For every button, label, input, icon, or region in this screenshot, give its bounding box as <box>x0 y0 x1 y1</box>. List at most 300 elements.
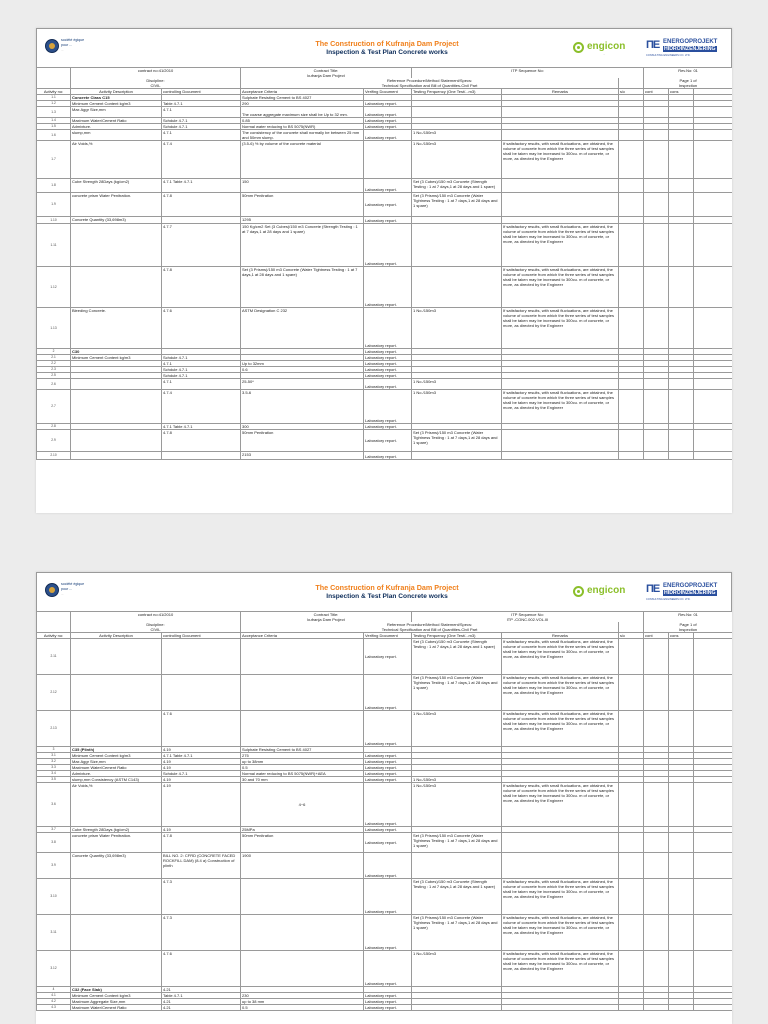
testing-frequency: 1 No./150m3 <box>412 711 502 747</box>
blank-cell <box>694 833 732 853</box>
remarks: If satisfactory results, with small fluctuations, are obtained, the volume of concrete from which the three series of test samples shall be taken may be increased to 300cu. m of concrete, or more, as directed by the Engineer <box>502 141 619 179</box>
remarks <box>502 379 619 390</box>
activity-no: 4.2 <box>37 999 71 1005</box>
controlling-document: 4.21 <box>162 1005 241 1011</box>
controlling-document <box>162 639 241 675</box>
activity-no: 3.12 <box>37 951 71 987</box>
controlling-document: 4.7.1 <box>162 130 241 141</box>
ep-wordmark: HIDROINŽENJERING <box>664 46 716 52</box>
controlling-document: BILL NO. 2: CFRD (CONCRETE FACED ROCKFILL DAM) (8.4 a) Construction of plinth <box>162 853 241 879</box>
verifying-document: Laboratory report. <box>364 424 412 430</box>
table-row <box>37 179 733 193</box>
table-row <box>37 141 733 179</box>
table-row <box>37 1005 733 1011</box>
sc-cell <box>619 430 644 452</box>
remarks <box>502 107 619 118</box>
controlling-document: 4.7.4 <box>162 390 241 424</box>
col-header: Activity Description <box>71 633 162 639</box>
engicon-tagline: ... <box>603 597 606 600</box>
col-header: controlling Document <box>162 633 241 639</box>
activity-description <box>71 430 162 452</box>
verifying-document: Laboratory report. <box>364 101 412 107</box>
col-header: Remarks <box>502 89 619 95</box>
activity-no: 3.9 <box>37 853 71 879</box>
blank-cell <box>694 430 732 452</box>
activity-description: Bleeding Concrete. <box>71 308 162 349</box>
col-header: Acceptance Criteria <box>241 633 364 639</box>
testing-frequency <box>412 224 502 267</box>
activity-no: 2.12 <box>37 675 71 711</box>
verifying-document: Laboratory report. <box>364 993 412 999</box>
discipline: CIVIL <box>71 627 241 633</box>
controlling-document: 4.19 <box>162 777 241 783</box>
activity-no: 3.7 <box>37 827 71 833</box>
controlling-document: 4.7.8 <box>162 430 241 452</box>
activity-description: Admixture. <box>71 124 162 130</box>
itp-seq-label: ITP Sequence No: <box>511 612 544 617</box>
activity-description: Admixture. <box>71 771 162 777</box>
logo-text: société égique <box>61 582 85 586</box>
col-header: cont <box>644 89 669 95</box>
sheet-header <box>36 28 732 68</box>
verifying-document: Laboratory report. <box>364 452 412 460</box>
activity-description <box>71 267 162 308</box>
verifying-document: Laboratory report. <box>364 711 412 747</box>
remarks: If satisfactory results, with small fluctuations, are obtained, the volume of concrete from which the three series of test samples shall be taken may be increased to 300cu. m of concrete, or more, as directed by the Engineer <box>502 675 619 711</box>
table-row <box>37 915 733 951</box>
engicon-logo <box>573 41 633 57</box>
table-row <box>37 308 733 349</box>
activity-description: C30 <box>71 349 162 355</box>
blank-cell <box>694 390 732 424</box>
document-title <box>257 583 517 600</box>
itp-seq-label: ITP Sequence No: <box>412 68 644 78</box>
acceptance-criteria: The consistency of the concrete shall normally be between 25 mm and 50mm slump. <box>241 130 364 141</box>
acceptance-criteria: (3.5-6) % by volume of the concrete material <box>241 141 364 179</box>
acceptance-criteria: 230 <box>241 993 364 999</box>
technical-spec: Technical Specification and Bill of Quantities-Civil Part <box>241 83 619 89</box>
ep-wordmark: HIDROINŽENJERING <box>664 590 716 596</box>
activity-no: 2 <box>37 349 71 355</box>
col-header: Verifing Document <box>364 633 412 639</box>
activity-no: 2.10 <box>37 452 71 460</box>
verifying-document: Laboratory report. <box>364 759 412 765</box>
acceptance-criteria: 290 <box>241 101 364 107</box>
activity-description: Maximum Water/Cement Ratio <box>71 118 162 124</box>
cons-cell <box>669 130 694 141</box>
verifying-document: Laboratory report. <box>364 430 412 452</box>
logo-text: ... <box>61 592 64 596</box>
col-header: Activity no: <box>37 633 71 639</box>
contract-title-label: Contract Title: <box>313 68 339 73</box>
remarks <box>502 430 619 452</box>
remarks <box>502 179 619 193</box>
activity-no: 2.11 <box>37 639 71 675</box>
verifying-document: Laboratory report. <box>364 390 412 424</box>
activity-description <box>71 915 162 951</box>
testing-frequency: 1 No./150m3 <box>412 308 502 349</box>
engicon-mark-icon <box>573 586 584 597</box>
testing-frequency: 1 No./150m3 <box>412 777 502 783</box>
cont-cell <box>644 711 669 747</box>
col-header: cons <box>669 89 694 95</box>
blank-cell <box>694 853 732 879</box>
remarks: If satisfactory results, with small fluctuations, are obtained, the volume of concrete from which the three series of test samples shall be taken may be increased to 300cu. m of concrete, or more, as directed by the Engineer <box>502 915 619 951</box>
verifying-document: Laboratory report. <box>364 124 412 130</box>
controlling-document: 4.19 <box>162 783 241 827</box>
sc-cell <box>619 130 644 141</box>
cont-cell <box>644 951 669 987</box>
cons-cell <box>669 915 694 951</box>
table-row <box>37 711 733 747</box>
cont-cell <box>644 308 669 349</box>
controlling-document: 4.7.1 Table 4.7.1 <box>162 179 241 193</box>
cont-cell <box>644 1005 669 1011</box>
cont-cell <box>644 390 669 424</box>
cont-cell <box>644 193 669 217</box>
remarks: If satisfactory results, with small fluctuations, are obtained, the volume of concrete from which the three series of test samples shall be taken may be increased to 300cu. m of concrete, or more, as directed by the Engineer <box>502 308 619 349</box>
controlling-document: 4.7.8 <box>162 193 241 217</box>
verifying-document: Laboratory report. <box>364 224 412 267</box>
activity-no: 1.7 <box>37 141 71 179</box>
controlling-document: 4.7.3 <box>162 879 241 915</box>
cons-cell <box>669 430 694 452</box>
logo-text: société égique <box>61 38 85 42</box>
blank-cell <box>694 711 732 747</box>
cont-cell <box>644 130 669 141</box>
acceptance-criteria: Sulphate Resisting Cement to BS 4027 <box>241 747 364 753</box>
table-row <box>37 639 733 675</box>
controlling-document: Schdule 4.7.1 <box>162 124 241 130</box>
sc-cell <box>619 833 644 853</box>
table-row <box>37 217 733 224</box>
activity-description: Cube Strength 28Days (kg/cm2) <box>71 179 162 193</box>
acceptance-criteria: Normal water reducing to BS 5075(NWR) <box>241 124 364 130</box>
blank-cell <box>694 107 732 118</box>
sc-cell <box>619 915 644 951</box>
remarks <box>502 833 619 853</box>
activity-description: concrete prism Water Penitration. <box>71 833 162 853</box>
sc-cell <box>619 267 644 308</box>
controlling-document: 4.7.8 <box>162 833 241 853</box>
blank-cell <box>694 1005 732 1011</box>
controlling-document: 4.7.1 <box>162 361 241 367</box>
testing-frequency: Set (3 Prisms)/150 m3 Concrete (Water Tightness Testing : 1 at 7 days,1 at 28 days and 1 spare) <box>412 915 502 951</box>
cons-cell <box>669 107 694 118</box>
seal-icon <box>45 583 59 597</box>
sc-cell <box>619 141 644 179</box>
verifying-document: Laboratory report. <box>364 951 412 987</box>
blank-cell <box>694 639 732 675</box>
discipline: CIVIL <box>71 83 241 89</box>
contract-title: kufranja Dam Project <box>307 617 345 622</box>
controlling-document: 4.7.8 <box>162 267 241 308</box>
col-header: controlling Document <box>162 89 241 95</box>
remarks: If satisfactory results, with small fluctuations, are obtained, the volume of concrete from which the three series of test samples shall be taken may be increased to 300cu. m of concrete, or more, as directed by the Engineer <box>502 951 619 987</box>
remarks: If satisfactory results, with small fluctuations, are obtained, the volume of concrete from which the three series of test samples shall be taken may be increased to 300cu. m of concrete, or more, as directed by the Engineer <box>502 879 619 915</box>
engicon-wordmark: engicon <box>587 585 626 596</box>
cont-cell <box>644 879 669 915</box>
table-row <box>37 390 733 424</box>
activity-description <box>71 390 162 424</box>
acceptance-criteria: 0.5 <box>241 1005 364 1011</box>
activity-no: 1.5 <box>37 124 71 130</box>
acceptance-criteria: 150 Kg/cm2 Set (3 Cubes)/150 m3 Concrete (Strength Testing : 1 at 7 days,1 at 28 days and 1 spare) <box>241 224 364 267</box>
cons-cell <box>669 951 694 987</box>
activity-no: 4 <box>37 987 71 993</box>
testing-frequency <box>412 217 502 224</box>
plan-title: Inspection & Test Plan Concrete works <box>326 49 448 56</box>
acceptance-criteria: Sulphate Resisting Cement to BS 4027 <box>241 95 364 101</box>
ep-tagline: CONSULTING ENGINEERS CO. LTD. <box>646 54 691 57</box>
blank-cell <box>694 452 732 460</box>
verifying-document: Laboratory report. <box>364 777 412 783</box>
acceptance-criteria: 25-50* <box>241 379 364 390</box>
table-row <box>37 430 733 452</box>
col-header: s/c <box>619 89 644 95</box>
controlling-document: 4.19 <box>162 759 241 765</box>
acceptance-criteria: 0.5 <box>241 765 364 771</box>
controlling-document: 4.7.4 <box>162 141 241 179</box>
cont-cell <box>644 107 669 118</box>
controlling-document <box>162 675 241 711</box>
col-header: Activity no: <box>37 89 71 95</box>
col-header: Testing Ferquency (One Test/...m3) <box>412 633 502 639</box>
remarks: If satisfactory results, with small fluctuations, are obtained, the volume of concrete from which the three series of test samples shall be taken may be increased to 300cu. m of concrete, or more, as directed by the Engineer <box>502 783 619 827</box>
remarks: If satisfactory results, with small fluctuations, are obtained, the volume of concrete from which the three series of test samples shall be taken may be increased to 300cu. m of concrete, or more, as directed by the Engineer <box>502 390 619 424</box>
cons-cell <box>669 179 694 193</box>
activity-description: Minimum Cement Content kg/m3 <box>71 993 162 999</box>
ep-wordmark: ENERGOPROJEKT <box>663 583 718 589</box>
controlling-document: 4.19 <box>162 747 241 753</box>
authority-logo <box>43 37 113 59</box>
activity-description <box>71 711 162 747</box>
itp-sheet-2 <box>36 572 732 1024</box>
cons-cell <box>669 675 694 711</box>
activity-description: Concrete Class C15 <box>71 95 162 101</box>
activity-no: 2.1 <box>37 355 71 361</box>
acceptance-criteria: up to 38mm <box>241 759 364 765</box>
verifying-document: Laboratory report. <box>364 379 412 390</box>
verifying-document: Laboratory report. <box>364 1005 412 1011</box>
acceptance-criteria: 50mm Penitration <box>241 193 364 217</box>
col-header: Verifing Document <box>364 89 412 95</box>
controlling-document: 4.7.1 Table 4.7.1 <box>162 753 241 759</box>
blank-cell <box>694 267 732 308</box>
acceptance-criteria: 50mm Penitration <box>241 430 364 452</box>
activity-rows <box>37 639 733 1011</box>
col-header: s/c <box>619 633 644 639</box>
verifying-document: Laboratory report. <box>364 753 412 759</box>
remarks: If satisfactory results, with small fluctuations, are obtained, the volume of concrete from which the three series of test samples shall be taken may be increased to 300cu. m of concrete, or more, as directed by the Engineer <box>502 224 619 267</box>
table-row <box>37 853 733 879</box>
sc-cell <box>619 711 644 747</box>
activity-no: 1.8 <box>37 179 71 193</box>
technical-spec: Technical Specification and Bill of Quantities-Civil Part <box>241 627 619 633</box>
col-header: Testing Ferquency (One Test/...m3) <box>412 89 502 95</box>
cont-cell <box>644 179 669 193</box>
verifying-document: Laboratory report. <box>364 771 412 777</box>
verifying-document: Laboratory report. <box>364 675 412 711</box>
activity-description <box>71 639 162 675</box>
table-row <box>37 951 733 987</box>
acceptance-criteria: Normal water reducing to BS 5075(NWR)+AEA <box>241 771 364 777</box>
inspection-label: Inspection <box>644 83 732 89</box>
acceptance-criteria: 275 <box>241 753 364 759</box>
testing-frequency: 1 No./150m3 <box>412 379 502 390</box>
verifying-document: Laboratory report. <box>364 915 412 951</box>
table-row <box>37 833 733 853</box>
activity-description: Maximum Water/Cement Ratio <box>71 1005 162 1011</box>
activity-no: 2.5 <box>37 373 71 379</box>
controlling-document: 4.7.1 Table 4.7.1 <box>162 424 241 430</box>
activity-description: slump,mm <box>71 130 162 141</box>
cons-cell <box>669 711 694 747</box>
page-number: Page 1 of <box>644 622 732 627</box>
table-row <box>37 675 733 711</box>
verifying-document: Laboratory report. <box>364 267 412 308</box>
testing-frequency: 1 No./150m3 <box>412 130 502 141</box>
controlling-document: Schdule 4.7.1 <box>162 355 241 361</box>
blank-cell <box>694 915 732 951</box>
col-header: cont <box>644 633 669 639</box>
remarks <box>502 853 619 879</box>
blank-cell <box>694 951 732 987</box>
acceptance-criteria: 4~6 <box>241 783 364 827</box>
acceptance-criteria <box>241 675 364 711</box>
remarks <box>502 193 619 217</box>
acceptance-criteria: ASTM Designation C 232 <box>241 308 364 349</box>
verifying-document: Laboratory report. <box>364 361 412 367</box>
ep-wordmark: ENERGOPROJEKT <box>663 39 718 45</box>
engicon-mark-icon <box>573 42 584 53</box>
cons-cell <box>669 308 694 349</box>
activity-no: 1.10 <box>37 217 71 224</box>
acceptance-criteria <box>241 711 364 747</box>
page-number: Page 1 of <box>644 78 732 83</box>
reference-label: Reference Procedure/Method Statement/Specs: <box>241 622 619 627</box>
testing-frequency <box>412 1005 502 1011</box>
verifying-document <box>364 141 412 179</box>
col-header: Remarks <box>502 633 619 639</box>
itp-table <box>36 612 732 1011</box>
activity-no: 2.13 <box>37 711 71 747</box>
itp-table <box>36 68 732 460</box>
cont-cell <box>644 639 669 675</box>
logo-text: ... <box>61 48 64 52</box>
cons-cell <box>669 217 694 224</box>
sc-cell <box>619 783 644 827</box>
activity-description: Cube Strength 28Days (kg/cm2) <box>71 827 162 833</box>
cons-cell <box>669 879 694 915</box>
sc-cell <box>619 224 644 267</box>
blank-cell <box>694 179 732 193</box>
acceptance-criteria: 50mm Penitration <box>241 833 364 853</box>
cont-cell <box>644 783 669 827</box>
activity-description: C35 (Plinth) <box>71 747 162 753</box>
blank-cell <box>694 130 732 141</box>
activity-description <box>71 224 162 267</box>
col-header: Activity Description <box>71 89 162 95</box>
info-block <box>37 612 733 633</box>
acceptance-criteria: 25MPa <box>241 827 364 833</box>
sc-cell <box>619 452 644 460</box>
testing-frequency: Set (3 Cubes)/150 m3 Concrete (Strength Testing : 1 at 7 days,1 at 28 days and 1 spare) <box>412 179 502 193</box>
verifying-document: Laboratory report. <box>364 308 412 349</box>
activity-description: Maximum Aggregate Size,mm <box>71 999 162 1005</box>
testing-frequency: 1 No./150m3 <box>412 783 502 827</box>
acceptance-criteria: Set (3 Prisms)/150 m3 Concrete (Water Tightness Testing : 1 at 7 days,1 at 28 days and 1 spare) <box>241 267 364 308</box>
testing-frequency <box>412 107 502 118</box>
blank-cell <box>694 783 732 827</box>
table-row <box>37 107 733 118</box>
remarks: If satisfactory results, with small fluctuations, are obtained, the volume of concrete from which the three series of test samples shall be taken may be increased to 300cu. m of concrete, or more, as directed by the Engineer <box>502 267 619 308</box>
blank-cell <box>694 141 732 179</box>
acceptance-criteria: The coarse aggregate maximum size shall be Up to 32 mm. <box>241 107 364 118</box>
activity-description: Minimum Cement Content kg/m3 <box>71 355 162 361</box>
verifying-document: Laboratory report. <box>364 193 412 217</box>
acceptance-criteria: 0.6 <box>241 367 364 373</box>
verifying-document: Laboratory report. <box>364 107 412 118</box>
activity-no: 1.3 <box>37 107 71 118</box>
controlling-document: Table 4.7.1 <box>162 993 241 999</box>
ep-mark-icon: ПЕ <box>646 39 660 51</box>
activity-no: 3.5 <box>37 777 71 783</box>
activity-description: Minimum Cement Content kg/m3 <box>71 753 162 759</box>
activity-no: 2.7 <box>37 390 71 424</box>
cons-cell <box>669 783 694 827</box>
cont-cell <box>644 915 669 951</box>
activity-description: Concrete Quantity (33,698m3) <box>71 853 162 879</box>
verifying-document: Laboratory report. <box>364 373 412 379</box>
activity-description: Max Aggr Size,mm <box>71 107 162 118</box>
blank-cell <box>694 675 732 711</box>
energoprojekt-logo <box>646 583 728 603</box>
col-header: Acceptance Criteria <box>241 89 364 95</box>
cons-cell <box>669 639 694 675</box>
verifying-document: Laboratory report. <box>364 999 412 1005</box>
seal-icon <box>45 39 59 53</box>
controlling-document: Schdule 4.7.1 <box>162 373 241 379</box>
cons-cell <box>669 267 694 308</box>
controlling-document: 4.7.3 <box>162 915 241 951</box>
testing-frequency: Set (3 Prisms)/150 m3 Concrete (Water Tightness Testing : 1 at 7 days,1 at 28 days and 1 spare) <box>412 430 502 452</box>
remarks <box>502 217 619 224</box>
activity-no: 2.8 <box>37 424 71 430</box>
verifying-document: Laboratory report. <box>364 349 412 355</box>
acceptance-criteria: 30 and 70 mm <box>241 777 364 783</box>
verifying-document: Laboratory report. <box>364 355 412 361</box>
cons-cell <box>669 853 694 879</box>
project-title: The Construction of Kufranja Dam Project <box>315 39 459 48</box>
info-block <box>37 68 733 89</box>
acceptance-criteria: 2153 <box>241 452 364 460</box>
verifying-document: Laboratory report. <box>364 367 412 373</box>
activity-no: 3.6 <box>37 783 71 827</box>
activity-no: 4.1 <box>37 993 71 999</box>
activity-description: C32 (Face Slab) <box>71 987 162 993</box>
verifying-document: Laboratory report. <box>364 639 412 675</box>
sc-cell <box>619 107 644 118</box>
activity-no: 1.2 <box>37 101 71 107</box>
activity-no: 4.3 <box>37 1005 71 1011</box>
table-row <box>37 267 733 308</box>
discipline-label: Discipline: <box>71 622 241 627</box>
controlling-document: 4.7.1 <box>162 107 241 118</box>
activity-description <box>71 879 162 915</box>
blank-cell <box>694 379 732 390</box>
contract-number: contract no:41/2010 <box>71 68 241 78</box>
